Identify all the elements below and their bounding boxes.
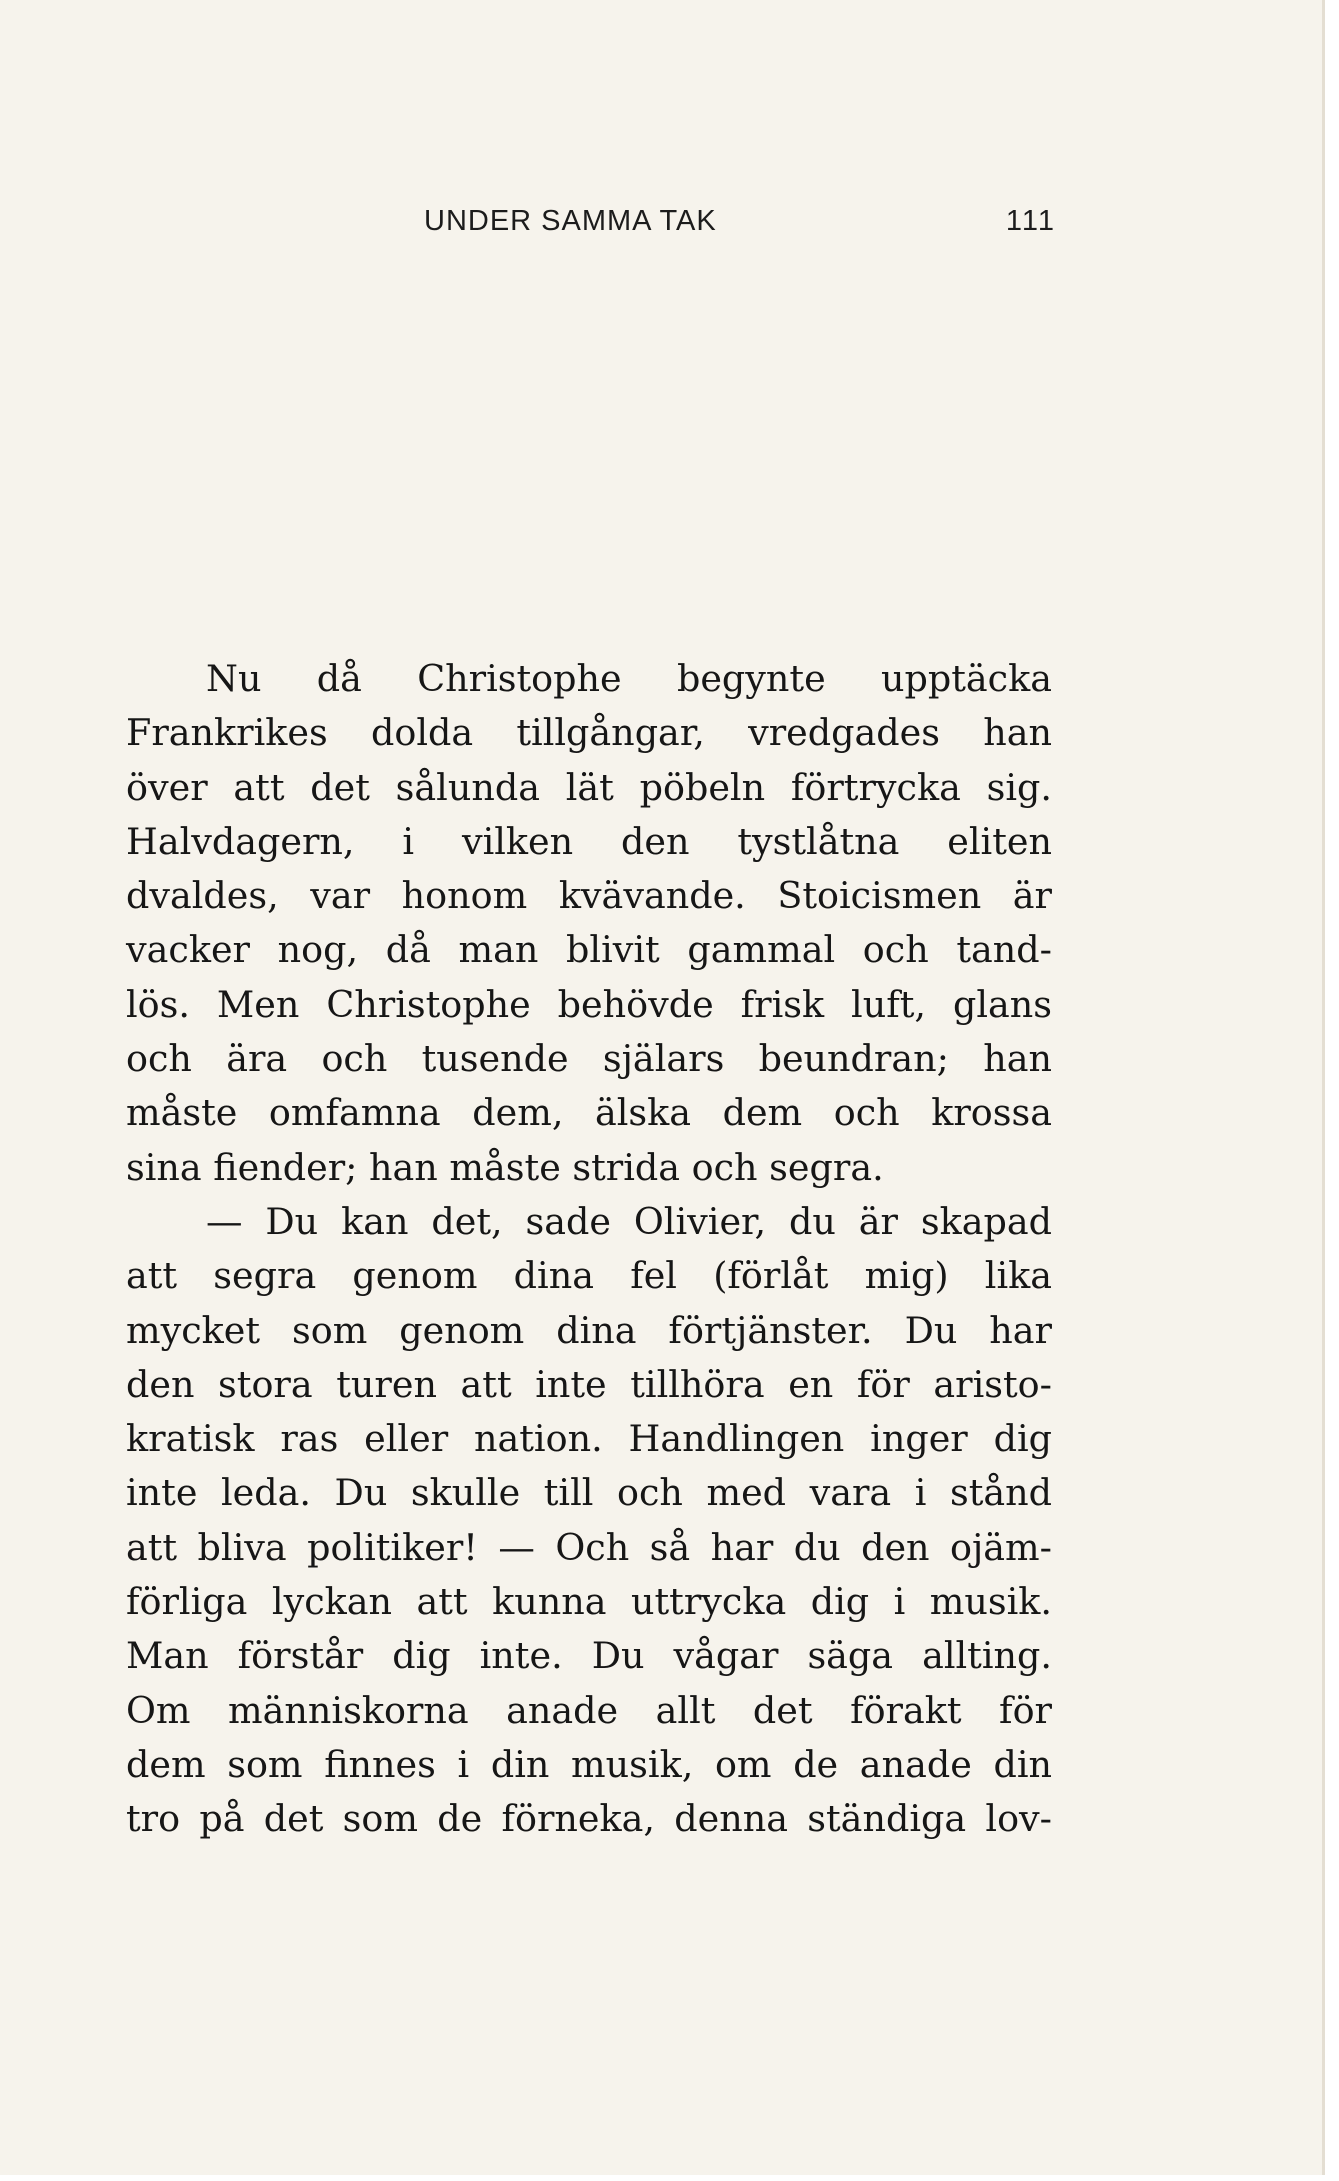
paragraph-2 (126, 1195, 1052, 1847)
text-line: att bliva politiker! — Och så har du den ojäm- (126, 1525, 1052, 1569)
text-line: kratisk ras eller nation. Handlingen inger dig (126, 1417, 1052, 1461)
text-line: vacker nog, då man blivit gammal och tand- (126, 928, 1052, 972)
text-line: dem som finnes i din musik, om de anade din (126, 1742, 1052, 1786)
text-line: Nu då Christophe begynte upptäcka (206, 657, 1052, 700)
text-line: mycket som genom dina förtjänster. Du har (126, 1308, 1052, 1352)
text-line: sina fiender; han måste strida och segra. (126, 1145, 884, 1189)
text-line: över att det sålunda lät pöbeln förtrycka sig. (126, 765, 1052, 809)
text-line: måste omfamna dem, älska dem och krossa (126, 1091, 1052, 1135)
text-line: lös. Men Christophe behövde frisk luft, glans (126, 982, 1052, 1026)
text-line: Frankrikes dolda tillgångar, vredgades han (126, 711, 1052, 755)
text-line: inte leda. Du skulle till och med vara i stånd (126, 1471, 1052, 1515)
running-head (126, 205, 1056, 245)
paragraph-1 (126, 652, 1052, 1195)
text-line: förliga lyckan att kunna uttrycka dig i musik. (126, 1580, 1052, 1624)
text-line: den stora turen att inte tillhöra en för aristo- (126, 1362, 1052, 1406)
body-text (126, 652, 1052, 1847)
text-line: Man förstår dig inte. Du vågar säga allting. (126, 1634, 1052, 1678)
text-line: att segra genom dina fel (förlåt mig) lika (126, 1254, 1052, 1298)
text-line: tro på det som de förneka, denna ständiga lov- (126, 1797, 1052, 1841)
text-line: — Du kan det, sade Olivier, du är skapad (206, 1199, 1052, 1243)
text-line: Halvdagern, i vilken den tystlåtna eliten (126, 819, 1052, 863)
text-line: Om människorna anade allt det förakt för (126, 1688, 1052, 1732)
page-number: 111 (1005, 205, 1056, 237)
text-line: dvaldes, var honom kvävande. Stoicismen är (126, 874, 1052, 918)
running-title: UNDER SAMMA TAK (424, 205, 717, 237)
text-line: och ära och tusende själars beundran; han (126, 1037, 1052, 1081)
